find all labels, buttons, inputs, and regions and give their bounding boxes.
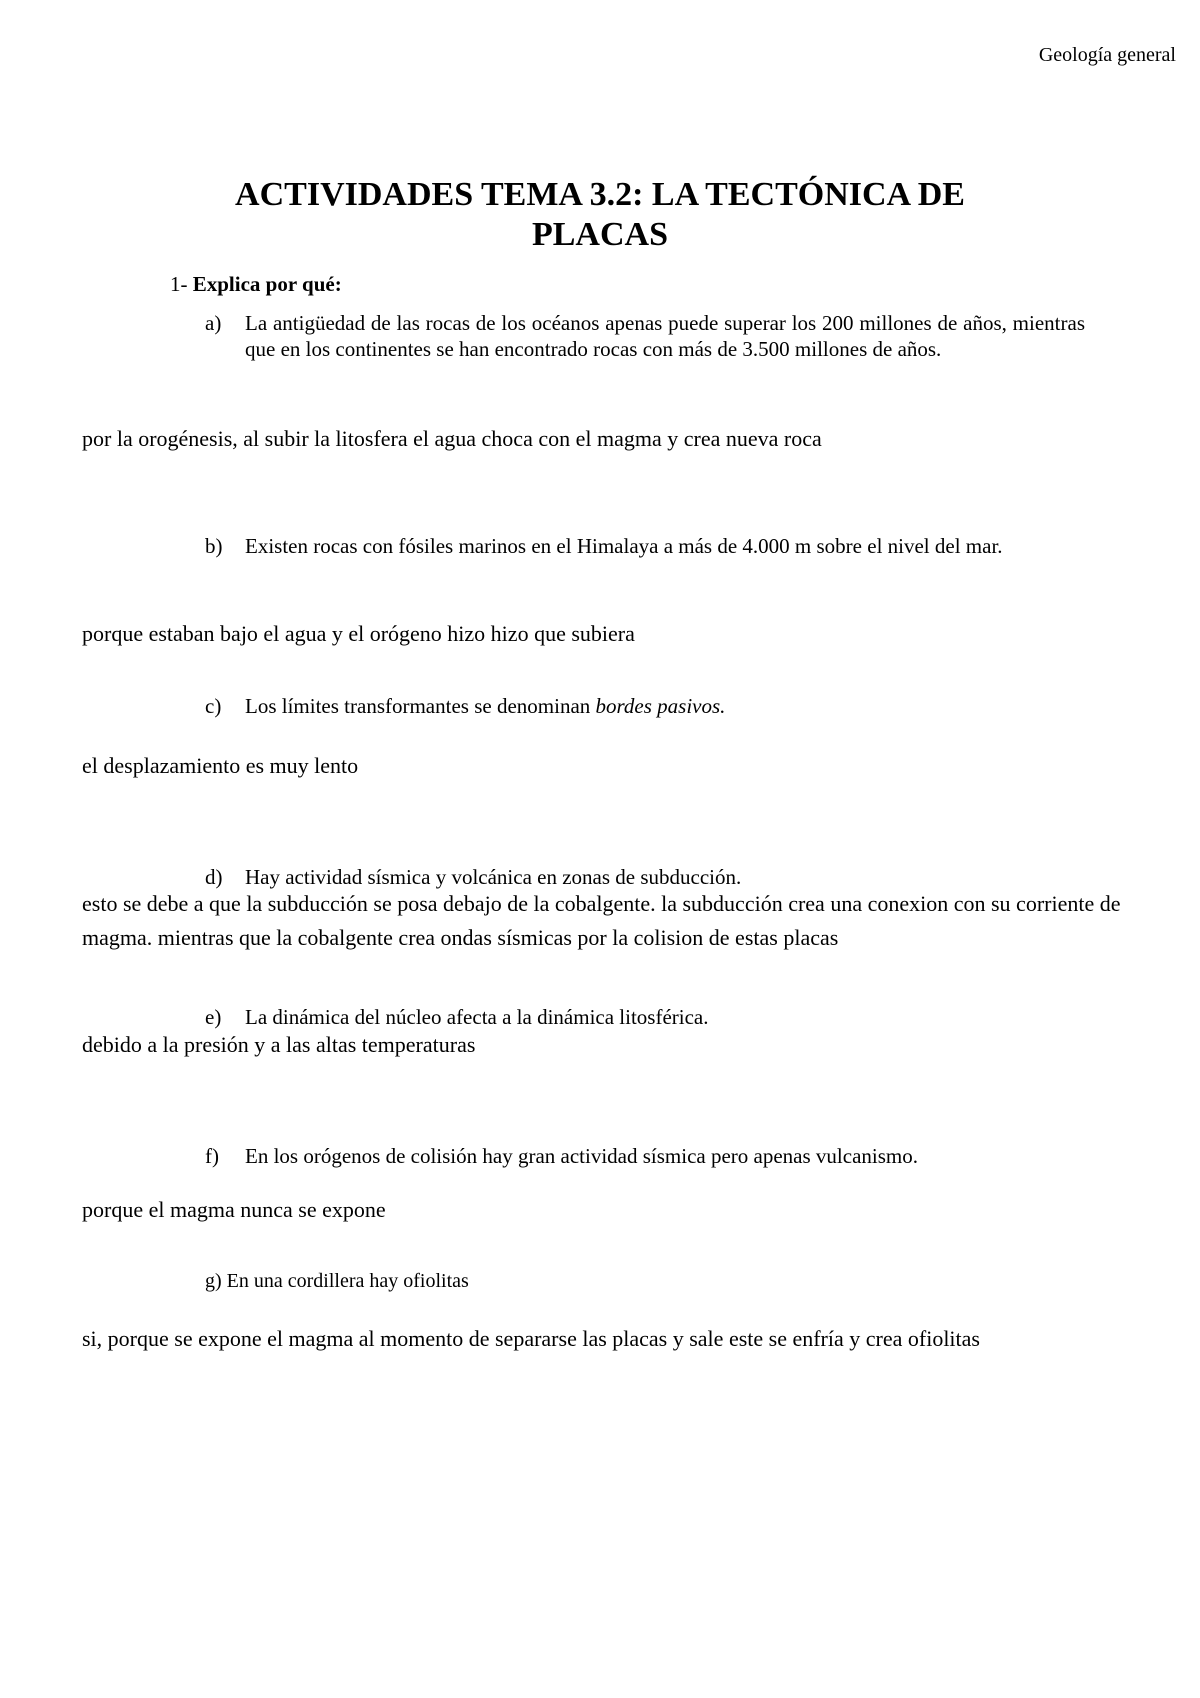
question-label: f) bbox=[205, 1144, 219, 1168]
question-label: a) bbox=[205, 311, 222, 335]
question-label: b) bbox=[205, 534, 223, 558]
question-text: Hay actividad sísmica y volcánica en zonas de subducción. bbox=[245, 865, 742, 889]
question-text: La antigüedad de las rocas de los océanos apenas puede superar los 200 millones de años, mientras que en los continentes se han encontrado rocas con más de 3.500 millones de años. bbox=[245, 311, 1085, 361]
document-title bbox=[0, 175, 1200, 255]
question-f bbox=[205, 1143, 1085, 1169]
question-text bbox=[245, 693, 1085, 719]
answer-f: porque el magma nunca se expone bbox=[82, 1197, 386, 1222]
question-label: e) bbox=[205, 1005, 222, 1029]
title-line-1: ACTIVIDADES TEMA 3.2: LA TECTÓNICA DE bbox=[235, 176, 965, 213]
question-label: c) bbox=[205, 694, 222, 718]
question-text-italic: bordes pasivos. bbox=[595, 694, 726, 718]
question-text: En los orógenos de colisión hay gran actividad sísmica pero apenas vulcanismo. bbox=[245, 1144, 918, 1168]
instruction-number: 1- bbox=[170, 272, 188, 296]
answer-a: por la orogénesis, al subir la litosfera el agua choca con el magma y crea nueva roca bbox=[82, 426, 822, 451]
answer-b: porque estaban bajo el agua y el orógeno hizo hizo que subiera bbox=[82, 621, 635, 646]
answer-g: si, porque se expone el magma al momento de separarse las placas y sale este se enfría y crea ofiolitas bbox=[82, 1326, 980, 1351]
instruction-text: Explica por qué: bbox=[192, 272, 342, 296]
question-c bbox=[205, 693, 1085, 719]
question-a bbox=[205, 310, 1085, 362]
answer-d: esto se debe a que la subducción se posa debajo de la cobalgente. la subducción crea una conexion con su corriente de magma. mientras que la cobalgente crea ondas sísmicas por la colision de estas placas bbox=[82, 891, 1121, 950]
question-e bbox=[205, 1004, 1085, 1030]
question-g bbox=[205, 1270, 469, 1293]
question-text-plain: Los límites transformantes se denominan bbox=[245, 694, 596, 718]
instruction bbox=[170, 272, 342, 297]
title-line-2: PLACAS bbox=[531, 216, 669, 253]
question-text: En una cordillera hay ofiolitas bbox=[226, 1270, 469, 1292]
answer-c: el desplazamiento es muy lento bbox=[82, 753, 359, 778]
question-text: Existen rocas con fósiles marinos en el Himalaya a más de 4.000 m sobre el nivel del mar. bbox=[245, 534, 1003, 558]
question-label: d) bbox=[205, 865, 223, 889]
question-b bbox=[205, 533, 1085, 559]
question-text: La dinámica del núcleo afecta a la dinámica litosférica. bbox=[245, 1005, 709, 1029]
question-label: g) bbox=[205, 1270, 222, 1292]
page-header: Geología general bbox=[1038, 44, 1176, 66]
answer-e: debido a la presión y a las altas temperaturas bbox=[82, 1032, 476, 1057]
